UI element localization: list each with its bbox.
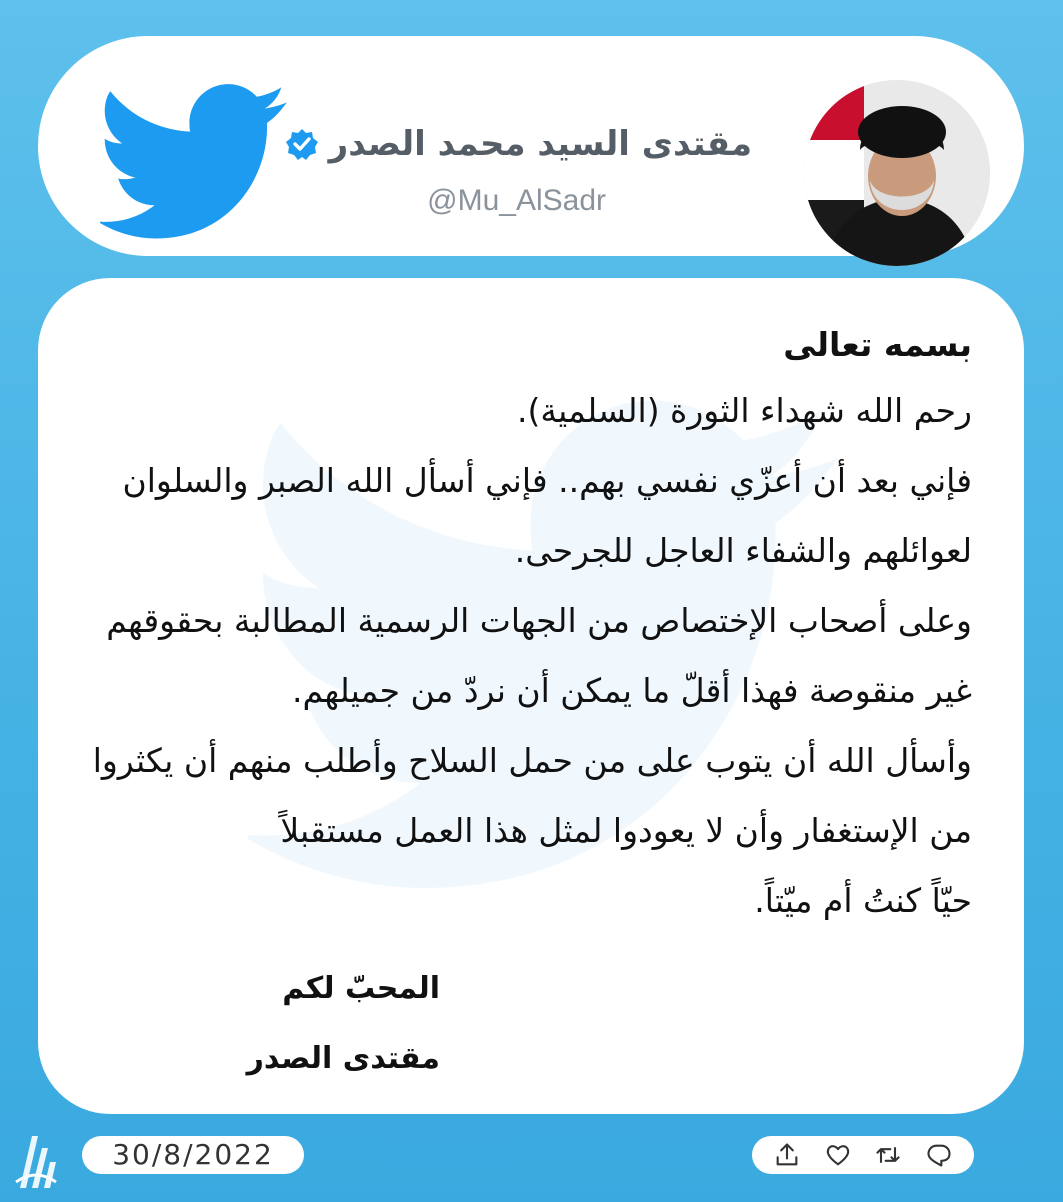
tweet-body-card <box>38 278 1024 1114</box>
twitter-bird-icon <box>100 80 290 245</box>
reply-icon[interactable] <box>925 1141 953 1169</box>
signature-line: المحبّ لكم <box>282 971 440 1006</box>
profile-avatar[interactable] <box>804 80 990 266</box>
tweet-line: وعلى أصحاب الإختصاص من الجهات الرسمية المطالبة بحقوقهم <box>106 601 972 640</box>
account-name[interactable]: مقتدى السيد محمد الصدر <box>328 124 752 164</box>
tweet-actions-bar <box>752 1136 974 1174</box>
share-icon[interactable] <box>773 1141 801 1169</box>
retweet-icon[interactable] <box>874 1141 902 1169</box>
tweet-line: من الإستغفار وأن لا يعودوا لمثل هذا العمل مستقبلاً <box>280 811 972 850</box>
news-agency-logo-icon <box>14 1132 58 1190</box>
tweet-date: 30/8/2022 <box>82 1136 304 1174</box>
tweet-line-heading: بسمه تعالى <box>783 325 972 364</box>
tweet-signature <box>220 954 440 1094</box>
tweet-text <box>72 314 972 936</box>
tweet-line: رحم الله شهداء الثورة (السلمية). <box>517 391 972 430</box>
tweet-line: لعوائلهم والشفاء العاجل للجرحى. <box>514 531 972 570</box>
tweet-line: غير منقوصة فهذا أقلّ ما يمكن أن نردّ من جميلهم. <box>292 671 972 710</box>
signature-line: مقتدى الصدر <box>246 1041 440 1076</box>
tweet-line: وأسأل الله أن يتوب على من حمل السلاح وأطلب منهم أن يكثروا <box>92 741 972 780</box>
account-name-row <box>285 124 752 164</box>
account-handle[interactable]: @Mu_AlSadr <box>427 184 606 217</box>
like-icon[interactable] <box>824 1141 852 1169</box>
profile-header-card <box>38 36 1024 256</box>
tweet-line: فإني بعد أن أعزّي نفسي بهم.. فإني أسأل الله الصبر والسلوان <box>122 461 972 500</box>
tweet-line: حيّاً كنتُ أم ميّتاً. <box>754 881 972 920</box>
